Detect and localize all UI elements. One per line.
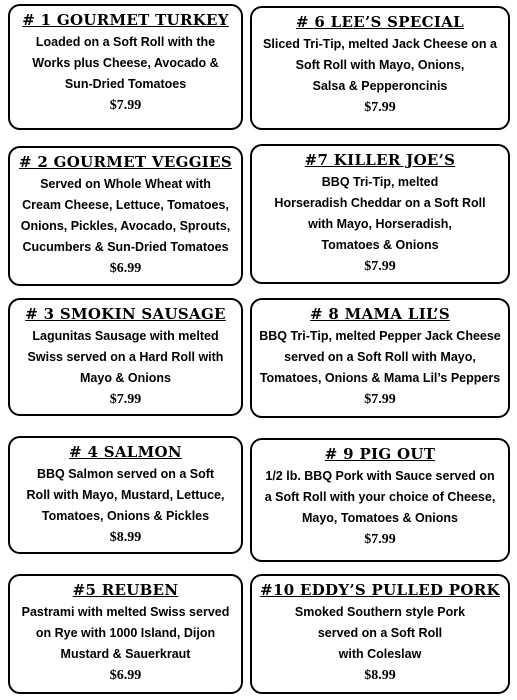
item-price: $7.99 [364, 259, 396, 274]
item-title: #7 KILLER JOE’S [304, 151, 456, 169]
item-title: # 9 PIG OUT [324, 445, 436, 463]
menu-item-4 [8, 436, 243, 554]
item-title: #5 REUBEN [72, 581, 179, 599]
menu-item-10 [250, 574, 510, 694]
item-title: # 2 GOURMET VEGGIES [19, 153, 232, 171]
menu-item-3 [8, 298, 243, 416]
item-description: BBQ Salmon served on a Soft Roll with Mayo, Mustard, Lettuce, Tomatoes, Onions & Pickles [26, 467, 225, 523]
item-title: # 6 LEE’S SPECIAL [296, 13, 464, 31]
menu-item-7 [250, 144, 510, 284]
item-title: #10 EDDY’S PULLED PORK [260, 581, 500, 599]
item-title: # 3 SMOKIN SAUSAGE [25, 305, 226, 323]
item-description: Lagunitas Sausage with melted Swiss served on a Hard Roll with Mayo & Onions [27, 329, 224, 385]
item-description: Loaded on a Soft Roll with the Works plus Cheese, Avocado & Sun-Dried Tomatoes [32, 35, 219, 91]
item-price: $8.99 [109, 530, 142, 545]
item-price: $7.99 [109, 98, 142, 113]
item-description: Pastrami with melted Swiss served on Rye with 1000 Island, Dijon Mustard & Sauerkraut [21, 605, 230, 661]
menu-item-5 [8, 574, 243, 694]
item-title: # 4 SALMON [69, 443, 182, 461]
menu-item-8 [250, 298, 510, 418]
item-price: $7.99 [364, 100, 396, 115]
item-description: BBQ Tri-Tip, melted Pepper Jack Cheese served on a Soft Roll with Mayo, Tomatoes, Onions & Mama Lil’s Peppers [259, 329, 501, 385]
menu-item-2 [8, 146, 243, 286]
item-price: $7.99 [109, 392, 142, 407]
item-description: Smoked Southern style Pork served on a Soft Roll with Coleslaw [294, 605, 466, 661]
item-title: # 8 MAMA LIL’S [310, 305, 450, 323]
item-description: Sliced Tri-Tip, melted Jack Cheese on a Soft Roll with Mayo, Onions, Salsa & Pepperoncinis [263, 37, 497, 93]
item-price: $6.99 [109, 668, 142, 683]
menu-item-6 [250, 6, 510, 130]
menu-item-1 [8, 4, 243, 130]
item-price: $6.99 [109, 261, 142, 276]
item-price: $8.99 [364, 668, 396, 683]
item-title: # 1 GOURMET TURKEY [22, 11, 229, 29]
item-description: 1/2 lb. BBQ Pork with Sauce served on a Soft Roll with your choice of Cheese, Mayo, Tomatoes & Onions [264, 469, 496, 525]
item-price: $7.99 [364, 392, 396, 407]
menu-item-9 [250, 438, 510, 562]
item-price: $7.99 [364, 532, 396, 547]
item-description: BBQ Tri-Tip, melted Horseradish Cheddar on a Soft Roll with Mayo, Horseradish, Tomatoes & Onions [274, 175, 486, 252]
item-description: Served on Whole Wheat with Cream Cheese, Lettuce, Tomatoes, Onions, Pickles, Avocado, Sprouts, Cucumbers & Sun-Dried Tomatoes [20, 177, 231, 254]
